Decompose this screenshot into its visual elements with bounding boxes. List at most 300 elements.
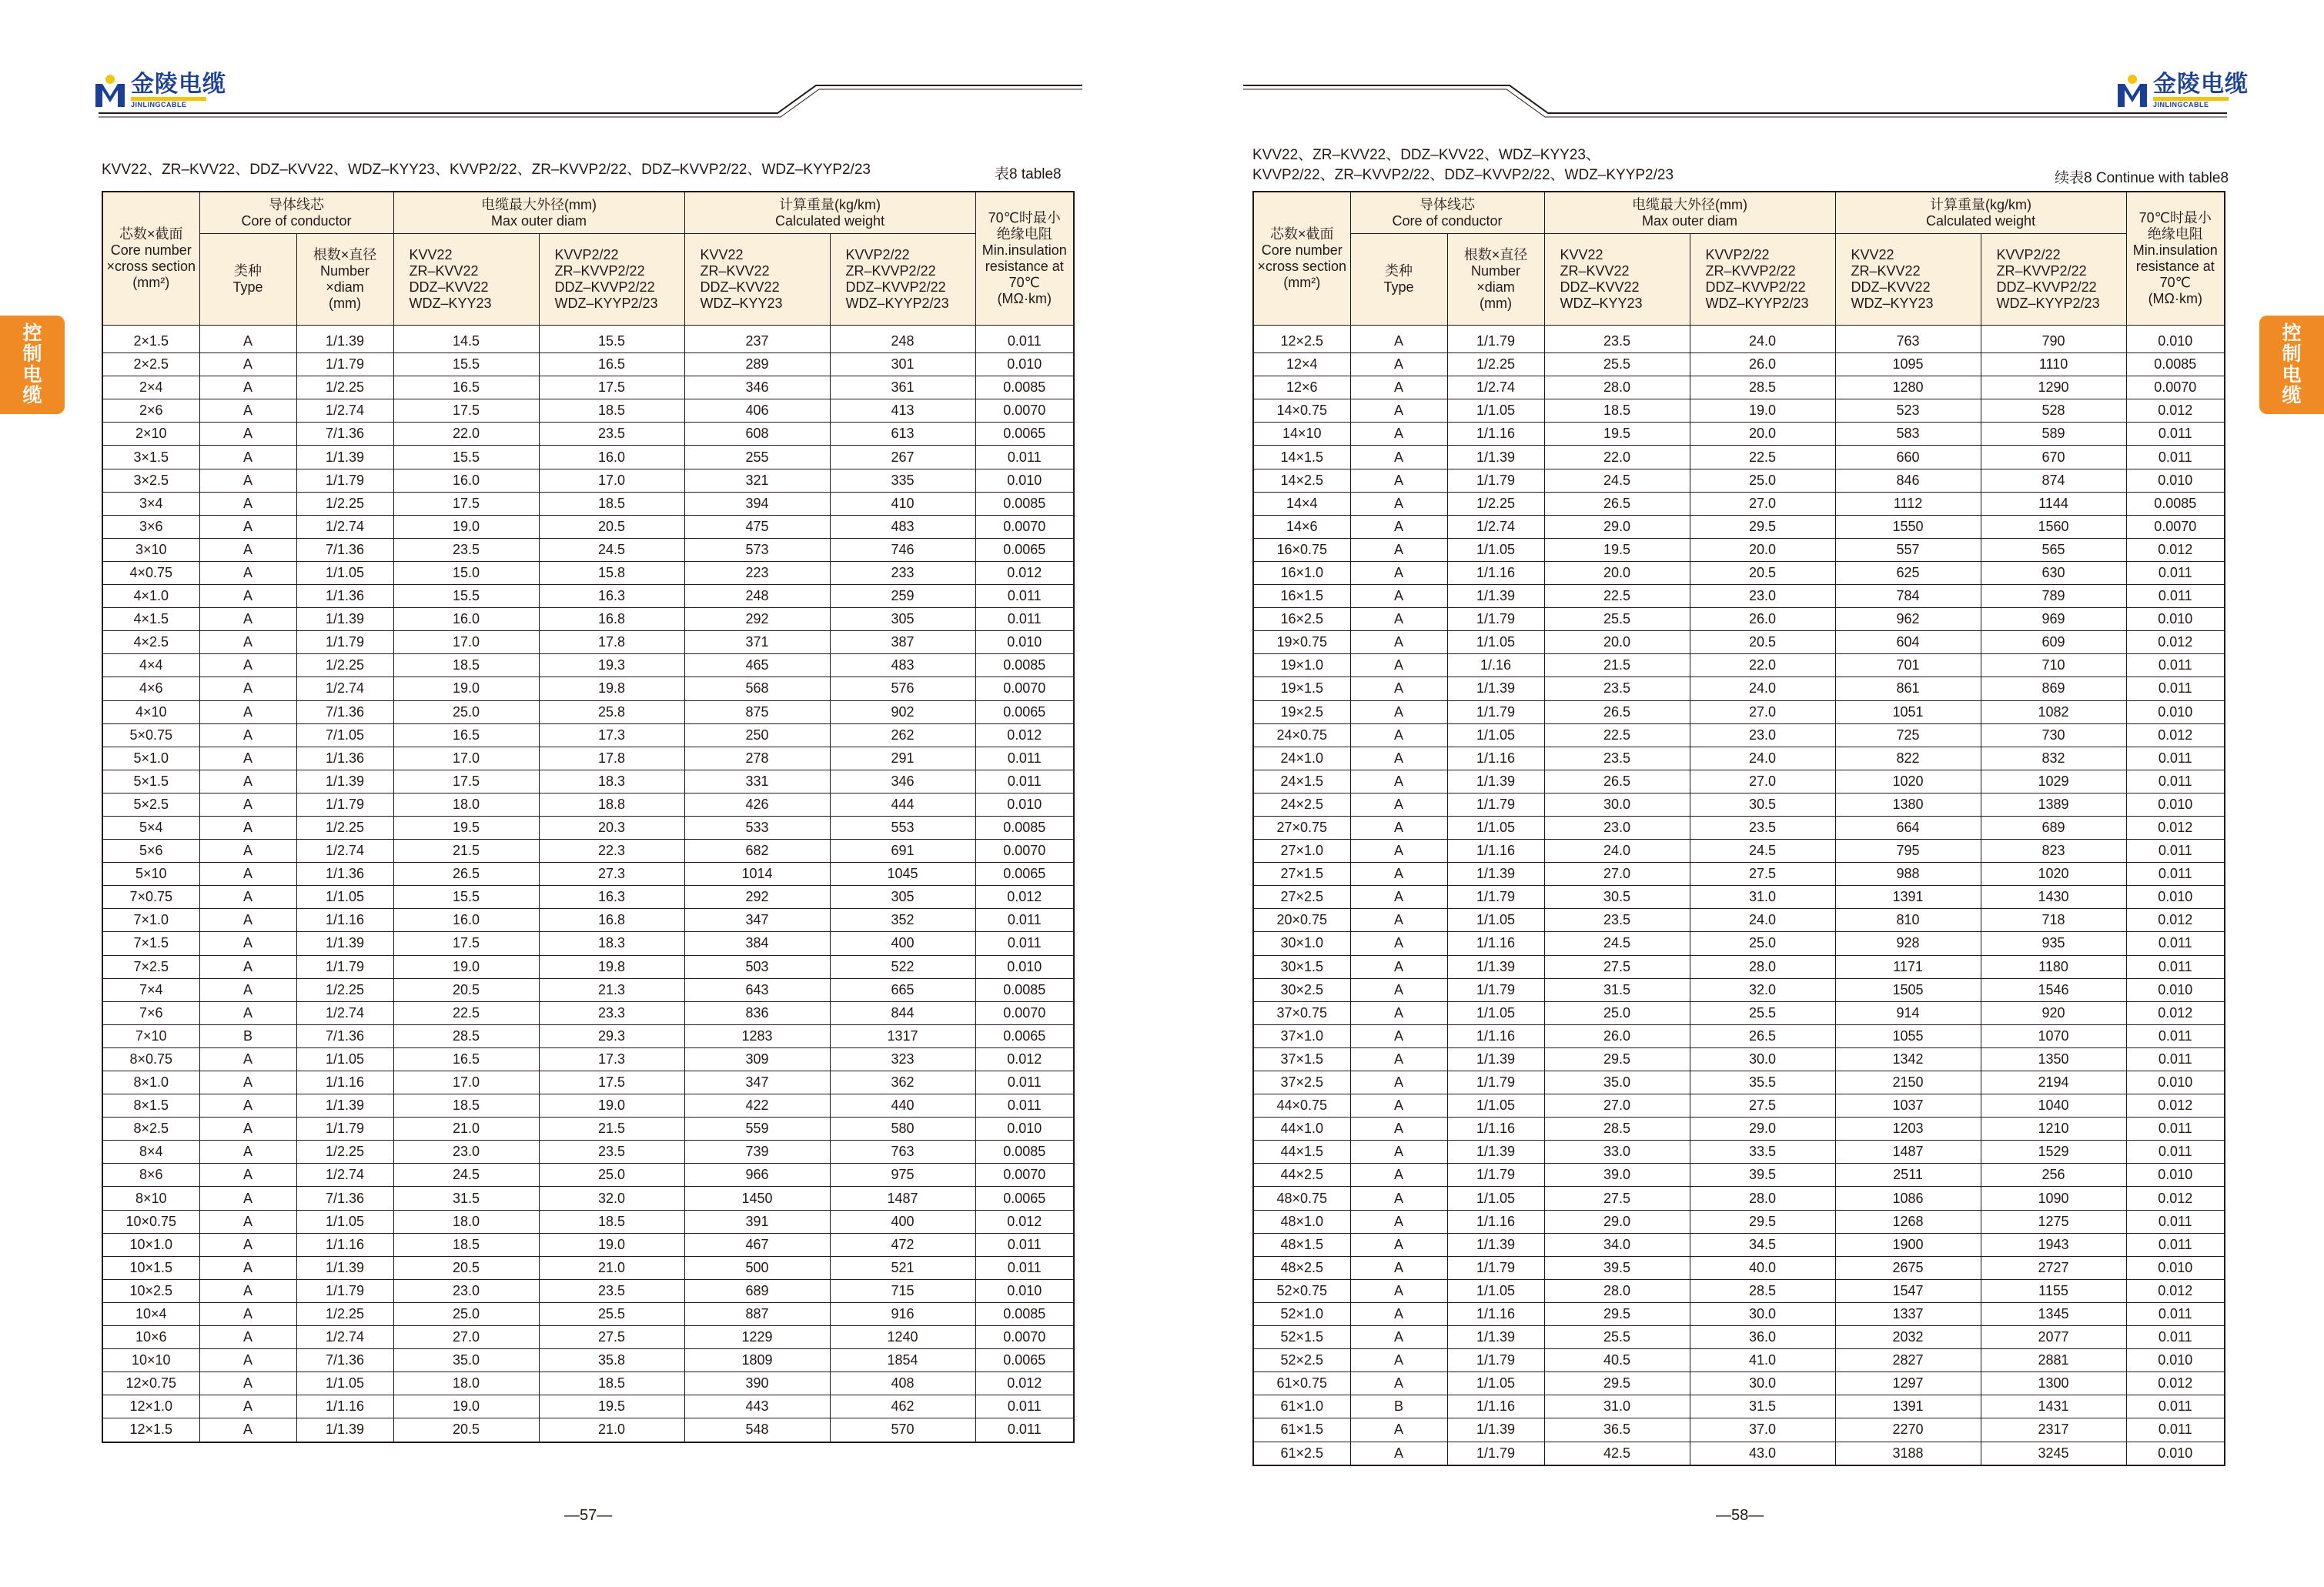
table-row [102, 1118, 1074, 1141]
cell-weight-a: 643 [684, 978, 830, 1001]
cell-weight-b: 528 [1981, 399, 2126, 423]
cell-core-size: 4×6 [102, 677, 199, 700]
cell-core-size: 7×0.75 [102, 886, 199, 909]
table-row [1253, 469, 2225, 492]
cell-core-size: 14×10 [1253, 423, 1350, 446]
cell-diam-a: 19.0 [393, 677, 539, 700]
cell-diam-b: 26.5 [1690, 1024, 1835, 1047]
cell-core-size: 48×1.0 [1253, 1210, 1350, 1233]
cell-weight-b: 1070 [1981, 1024, 2126, 1047]
cell-core-size: 10×1.5 [102, 1256, 199, 1279]
cell-weight-b: 1155 [1981, 1279, 2126, 1302]
cell-diam-b: 32.0 [539, 1187, 684, 1210]
cell-diam-b: 34.5 [1690, 1233, 1835, 1256]
cell-number-diam: 1/1.16 [1447, 1395, 1544, 1418]
cell-number-diam: 1/2.74 [296, 399, 393, 423]
cell-diam-a: 26.5 [1544, 700, 1690, 723]
cell-diam-a: 16.0 [393, 608, 539, 631]
cell-insulation: 0.0065 [975, 863, 1074, 886]
cell-weight-a: 966 [684, 1164, 830, 1187]
cell-type: A [1350, 1326, 1447, 1349]
cell-weight-b: 1144 [1981, 492, 2126, 515]
cell-type: A [1350, 1118, 1447, 1141]
table-row [1253, 1279, 2225, 1302]
cell-type: A [1350, 723, 1447, 747]
table-row [1253, 978, 2225, 1001]
cell-diam-a: 28.0 [1544, 1279, 1690, 1302]
cell-weight-b: 301 [830, 353, 975, 376]
cell-weight-a: 795 [1835, 840, 1981, 863]
cell-diam-b: 27.3 [539, 863, 684, 886]
cell-weight-b: 565 [1981, 538, 2126, 561]
cell-type: A [199, 909, 296, 932]
cell-type: A [1350, 700, 1447, 723]
cell-weight-a: 321 [684, 469, 830, 492]
header-conductor: 导体线芯 Core of conductor [1350, 192, 1544, 234]
cell-insulation: 0.0070 [975, 399, 1074, 423]
cell-type: A [1350, 1187, 1447, 1210]
cell-core-size: 7×6 [102, 1001, 199, 1024]
table-row [1253, 1001, 2225, 1024]
cell-insulation: 0.010 [2126, 1164, 2225, 1187]
cell-diam-a: 23.5 [1544, 747, 1690, 770]
cell-weight-b: 935 [1981, 932, 2126, 955]
table-row [1253, 1210, 2225, 1233]
table-row [102, 1141, 1074, 1164]
cell-weight-b: 916 [830, 1302, 975, 1325]
cell-diam-a: 35.0 [393, 1349, 539, 1372]
cell-weight-a: 725 [1835, 723, 1981, 747]
cell-insulation: 0.012 [2126, 538, 2225, 561]
cell-type: A [199, 1349, 296, 1372]
cell-type: A [1350, 1141, 1447, 1164]
cell-diam-a: 29.5 [1544, 1302, 1690, 1325]
cell-weight-b: 710 [1981, 654, 2126, 677]
cell-diam-b: 24.5 [539, 538, 684, 561]
cell-diam-a: 17.0 [393, 631, 539, 654]
cell-insulation: 0.012 [975, 561, 1074, 584]
cell-number-diam: 1/1.39 [1447, 585, 1544, 608]
cell-weight-b: 335 [830, 469, 975, 492]
cell-core-size: 10×1.0 [102, 1233, 199, 1256]
cell-diam-b: 19.8 [539, 677, 684, 700]
cell-type: A [199, 446, 296, 469]
cell-weight-b: 440 [830, 1094, 975, 1118]
cell-number-diam: 1/1.16 [1447, 561, 1544, 584]
cell-diam-a: 18.0 [393, 1210, 539, 1233]
cell-number-diam: 1/2.74 [296, 1326, 393, 1349]
cell-insulation: 0.010 [2126, 469, 2225, 492]
cell-weight-b: 1854 [830, 1349, 975, 1372]
cell-diam-b: 20.5 [539, 515, 684, 538]
cell-weight-a: 465 [684, 654, 830, 677]
table-row [1253, 353, 2225, 376]
cell-diam-a: 27.0 [1544, 863, 1690, 886]
table-row [102, 1001, 1074, 1024]
cell-weight-b: 2077 [1981, 1326, 2126, 1349]
cell-weight-b: 305 [830, 886, 975, 909]
cell-weight-b: 1110 [1981, 353, 2126, 376]
cell-number-diam: 1/1.39 [1447, 863, 1544, 886]
cell-insulation: 0.010 [2126, 700, 2225, 723]
cell-type: A [199, 654, 296, 677]
cell-diam-a: 16.5 [393, 1047, 539, 1071]
cell-type: A [1350, 585, 1447, 608]
cell-weight-a: 559 [684, 1118, 830, 1141]
cell-weight-a: 1055 [1835, 1024, 1981, 1047]
table-row [102, 677, 1074, 700]
cell-diam-a: 17.5 [393, 492, 539, 515]
table-row [1253, 1094, 2225, 1118]
cell-number-diam: 1/2.25 [296, 654, 393, 677]
cell-core-size: 24×1.5 [1253, 770, 1350, 793]
cell-number-diam: 1/2.25 [1447, 492, 1544, 515]
cell-core-size: 14×1.5 [1253, 446, 1350, 469]
cell-core-size: 44×0.75 [1253, 1094, 1350, 1118]
cell-weight-a: 928 [1835, 932, 1981, 955]
cell-diam-a: 21.5 [1544, 654, 1690, 677]
cell-core-size: 7×1.0 [102, 909, 199, 932]
table-row [1253, 677, 2225, 700]
cell-type: A [199, 1372, 296, 1395]
table-row [102, 909, 1074, 932]
cell-core-size: 52×0.75 [1253, 1279, 1350, 1302]
cell-diam-a: 19.5 [1544, 423, 1690, 446]
cell-diam-a: 17.5 [393, 770, 539, 793]
cell-diam-b: 43.0 [1690, 1442, 1835, 1465]
cell-weight-b: 410 [830, 492, 975, 515]
cell-core-size: 10×4 [102, 1302, 199, 1325]
cell-weight-a: 248 [684, 585, 830, 608]
cell-type: A [1350, 747, 1447, 770]
cell-number-diam: 1/1.39 [296, 1418, 393, 1442]
cell-insulation: 0.012 [975, 1047, 1074, 1071]
cell-core-size: 20×0.75 [1253, 909, 1350, 932]
table-title: KVV22、ZR–KVV22、DDZ–KVV22、WDZ–KYY23、KVVP2/22、ZR–KVVP2/22、DDZ–KVVP2/22、WDZ–KYYP2/23 [102, 162, 871, 178]
cell-weight-a: 1020 [1835, 770, 1981, 793]
cell-diam-a: 31.5 [1544, 978, 1690, 1001]
cell-weight-b: 1090 [1981, 1187, 2126, 1210]
cell-weight-a: 391 [684, 1210, 830, 1233]
cell-insulation: 0.010 [2126, 886, 2225, 909]
cell-weight-a: 1051 [1835, 700, 1981, 723]
cell-weight-a: 664 [1835, 816, 1981, 839]
table-row [102, 492, 1074, 515]
cell-diam-b: 19.8 [539, 955, 684, 978]
cell-diam-a: 25.5 [1544, 353, 1690, 376]
cell-weight-a: 1203 [1835, 1118, 1981, 1141]
cell-weight-a: 962 [1835, 608, 1981, 631]
cell-diam-a: 42.5 [1544, 1442, 1690, 1465]
cell-insulation: 0.010 [975, 1279, 1074, 1302]
cell-diam-b: 18.5 [539, 399, 684, 423]
header-conductor: 导体线芯 Core of conductor [199, 192, 393, 234]
cell-number-diam: 1/1.79 [1447, 886, 1544, 909]
cell-diam-a: 31.0 [1544, 1395, 1690, 1418]
cell-core-size: 8×6 [102, 1164, 199, 1187]
cell-diam-a: 23.5 [1544, 909, 1690, 932]
cell-number-diam: 1/1.79 [296, 353, 393, 376]
cell-core-size: 2×10 [102, 423, 199, 446]
cell-weight-b: 444 [830, 793, 975, 816]
cell-insulation: 0.012 [2126, 631, 2225, 654]
table-row [1253, 886, 2225, 909]
cell-weight-a: 467 [684, 1233, 830, 1256]
cell-weight-a: 988 [1835, 863, 1981, 886]
cell-number-diam: 1/1.79 [1447, 793, 1544, 816]
cell-type: A [199, 1279, 296, 1302]
cell-number-diam: 1/1.39 [296, 608, 393, 631]
table-row [1253, 955, 2225, 978]
cell-diam-b: 28.5 [1690, 1279, 1835, 1302]
cell-number-diam: 1/1.39 [1447, 955, 1544, 978]
table-row [1253, 561, 2225, 584]
cell-weight-b: 3245 [1981, 1442, 2126, 1465]
cell-diam-a: 27.0 [393, 1326, 539, 1349]
cell-number-diam: 1/1.79 [1447, 469, 1544, 492]
cell-weight-a: 1550 [1835, 515, 1981, 538]
cell-core-size: 24×0.75 [1253, 723, 1350, 747]
cell-insulation: 0.0065 [975, 1187, 1074, 1210]
cell-core-size: 2×1.5 [102, 326, 199, 353]
cell-diam-a: 20.5 [393, 978, 539, 1001]
cell-weight-a: 875 [684, 700, 830, 723]
cell-diam-b: 18.3 [539, 932, 684, 955]
cell-diam-a: 25.0 [393, 1302, 539, 1325]
cell-diam-b: 30.5 [1690, 793, 1835, 816]
table-row [102, 1047, 1074, 1071]
cell-diam-a: 35.0 [1544, 1071, 1690, 1094]
cell-insulation: 0.0070 [2126, 515, 2225, 538]
cell-diam-b: 30.0 [1690, 1302, 1835, 1325]
cell-core-size: 4×1.0 [102, 585, 199, 608]
cell-weight-b: 1529 [1981, 1141, 2126, 1164]
cell-type: A [1350, 886, 1447, 909]
table-row [102, 1233, 1074, 1256]
cell-weight-b: 609 [1981, 631, 2126, 654]
cell-core-size: 12×1.5 [102, 1418, 199, 1442]
cell-number-diam: 1/1.05 [1447, 1372, 1544, 1395]
cell-core-size: 3×1.5 [102, 446, 199, 469]
cell-number-diam: 1/1.79 [1447, 1164, 1544, 1187]
cell-weight-b: 522 [830, 955, 975, 978]
cell-insulation: 0.012 [2126, 1001, 2225, 1024]
cell-diam-a: 33.0 [1544, 1141, 1690, 1164]
cell-weight-a: 1337 [1835, 1302, 1981, 1325]
cell-diam-a: 30.5 [1544, 886, 1690, 909]
table-title-line-2: KVVP2/22、ZR–KVVP2/22、DDZ–KVVP2/22、WDZ–KYYP2/23 [1252, 167, 1674, 183]
table-row [102, 886, 1074, 909]
cell-number-diam: 7/1.36 [296, 1024, 393, 1047]
cell-insulation: 0.0070 [2126, 376, 2225, 399]
cell-diam-a: 25.5 [1544, 608, 1690, 631]
cell-number-diam: 1/2.74 [296, 1001, 393, 1024]
cell-weight-b: 291 [830, 747, 975, 770]
table-row [102, 1024, 1074, 1047]
cell-type: A [199, 1047, 296, 1071]
cell-diam-b: 17.8 [539, 747, 684, 770]
cell-insulation: 0.011 [2126, 1118, 2225, 1141]
cell-core-size: 48×1.5 [1253, 1233, 1350, 1256]
table-row [1253, 1302, 2225, 1325]
cell-number-diam: 1/2.74 [1447, 376, 1544, 399]
table-row [102, 538, 1074, 561]
brand-logo [94, 72, 226, 109]
table-title-line-1: KVV22、ZR–KVV22、DDZ–KVV22、WDZ–KYY23、 [1252, 147, 1600, 163]
cell-insulation: 0.011 [975, 326, 1074, 353]
cell-number-diam: 1/1.39 [1447, 1326, 1544, 1349]
cell-weight-a: 309 [684, 1047, 830, 1071]
cell-type: A [1350, 1071, 1447, 1094]
cell-diam-b: 41.0 [1690, 1349, 1835, 1372]
cell-insulation: 0.011 [975, 1071, 1074, 1094]
cell-insulation: 0.011 [975, 747, 1074, 770]
cell-insulation: 0.012 [975, 723, 1074, 747]
cell-core-size: 8×1.5 [102, 1094, 199, 1118]
cell-diam-a: 16.5 [393, 723, 539, 747]
cell-insulation: 0.0070 [975, 1326, 1074, 1349]
cell-diam-a: 39.5 [1544, 1256, 1690, 1279]
cell-weight-a: 1809 [684, 1349, 830, 1372]
cell-diam-b: 31.0 [1690, 886, 1835, 909]
cell-weight-b: 462 [830, 1395, 975, 1418]
cell-diam-b: 20.0 [1690, 538, 1835, 561]
table-row [1253, 816, 2225, 839]
cell-diam-b: 20.0 [1690, 423, 1835, 446]
cell-diam-b: 16.5 [539, 353, 684, 376]
cell-insulation: 0.011 [2126, 1210, 2225, 1233]
cell-diam-b: 21.3 [539, 978, 684, 1001]
cell-number-diam: 1/1.05 [296, 1372, 393, 1395]
cell-type: A [1350, 863, 1447, 886]
cell-type: A [1350, 561, 1447, 584]
cell-diam-a: 29.5 [1544, 1047, 1690, 1071]
brand-name-cn: 金陵电缆 [131, 72, 226, 97]
cell-weight-a: 2270 [1835, 1418, 1981, 1442]
cell-weight-a: 278 [684, 747, 830, 770]
cell-weight-b: 763 [830, 1141, 975, 1164]
table-row [1253, 631, 2225, 654]
cell-weight-a: 1505 [1835, 978, 1981, 1001]
cell-weight-a: 1297 [1835, 1372, 1981, 1395]
cell-number-diam: 1/1.79 [296, 631, 393, 654]
cell-number-diam: 1/1.05 [296, 886, 393, 909]
cell-type: A [1350, 654, 1447, 677]
cell-weight-a: 1037 [1835, 1094, 1981, 1118]
cell-insulation: 0.011 [975, 1094, 1074, 1118]
cell-insulation: 0.010 [2126, 1349, 2225, 1372]
cell-type: A [1350, 770, 1447, 793]
cell-number-diam: 7/1.36 [296, 423, 393, 446]
cell-diam-a: 18.5 [393, 654, 539, 677]
cell-weight-b: 1317 [830, 1024, 975, 1047]
cell-weight-b: 580 [830, 1118, 975, 1141]
cell-number-diam: 1/2.25 [296, 492, 393, 515]
cell-type: A [199, 353, 296, 376]
cell-type: A [1350, 1442, 1447, 1465]
cell-diam-b: 33.5 [1690, 1141, 1835, 1164]
cell-type: A [1350, 492, 1447, 515]
cell-type: A [199, 561, 296, 584]
header-insulation: 70℃时最小 绝缘电阻 Min.insulation resistance at 70℃ (MΩ·km) [2126, 192, 2225, 326]
cell-core-size: 16×0.75 [1253, 538, 1350, 561]
cell-type: A [199, 1187, 296, 1210]
cell-core-size: 52×1.0 [1253, 1302, 1350, 1325]
cell-diam-b: 24.0 [1690, 909, 1835, 932]
cell-type: A [1350, 955, 1447, 978]
cell-insulation: 0.012 [975, 1372, 1074, 1395]
cell-core-size: 8×1.0 [102, 1071, 199, 1094]
table-row [102, 561, 1074, 584]
cell-weight-b: 1240 [830, 1326, 975, 1349]
cell-diam-b: 30.0 [1690, 1372, 1835, 1395]
cell-weight-b: 1560 [1981, 515, 2126, 538]
cell-number-diam: 1/1.05 [1447, 538, 1544, 561]
cell-weight-a: 810 [1835, 909, 1981, 932]
cell-diam-a: 17.0 [393, 747, 539, 770]
cell-weight-a: 1086 [1835, 1187, 1981, 1210]
cell-weight-b: 715 [830, 1279, 975, 1302]
cell-weight-b: 1029 [1981, 770, 2126, 793]
cell-core-size: 37×2.5 [1253, 1071, 1350, 1094]
cell-type: A [199, 677, 296, 700]
cell-diam-b: 37.0 [1690, 1418, 1835, 1442]
cell-diam-b: 23.5 [539, 423, 684, 446]
cell-weight-b: 1020 [1981, 863, 2126, 886]
cell-type: A [1350, 1164, 1447, 1187]
table-row [1253, 326, 2225, 353]
cell-weight-a: 557 [1835, 538, 1981, 561]
table-row [1253, 770, 2225, 793]
cell-diam-b: 27.5 [1690, 1094, 1835, 1118]
cable-spec-table [102, 191, 1075, 1443]
cell-diam-a: 34.0 [1544, 1233, 1690, 1256]
cell-diam-b: 18.5 [539, 1372, 684, 1395]
cell-number-diam: 1/1.16 [1447, 1210, 1544, 1233]
cell-core-size: 14×0.75 [1253, 399, 1350, 423]
cell-weight-a: 223 [684, 561, 830, 584]
cell-weight-b: 1290 [1981, 376, 2126, 399]
cell-diam-b: 35.5 [1690, 1071, 1835, 1094]
cell-insulation: 0.012 [2126, 1187, 2225, 1210]
header-insulation: 70℃时最小 绝缘电阻 Min.insulation resistance at 70℃ (MΩ·km) [975, 192, 1074, 326]
table-row [1253, 399, 2225, 423]
cell-insulation: 0.011 [2126, 654, 2225, 677]
header-type: 类种 Type [1350, 234, 1447, 326]
table-row [102, 446, 1074, 469]
cell-core-size: 12×0.75 [102, 1372, 199, 1395]
cell-insulation: 0.012 [2126, 1279, 2225, 1302]
cell-insulation: 0.010 [975, 631, 1074, 654]
table-row [102, 1210, 1074, 1233]
cell-type: A [199, 840, 296, 863]
cell-weight-b: 259 [830, 585, 975, 608]
table-row [102, 585, 1074, 608]
cell-weight-a: 406 [684, 399, 830, 423]
cell-weight-b: 832 [1981, 747, 2126, 770]
cell-core-size: 5×0.75 [102, 723, 199, 747]
cell-type: A [1350, 399, 1447, 423]
cell-type: A [1350, 1001, 1447, 1024]
cell-type: A [199, 816, 296, 839]
cell-diam-a: 20.5 [393, 1418, 539, 1442]
cell-insulation: 0.011 [2126, 840, 2225, 863]
cell-insulation: 0.0070 [975, 677, 1074, 700]
cell-type: A [1350, 932, 1447, 955]
cell-weight-b: 1275 [1981, 1210, 2126, 1233]
cell-core-size: 24×2.5 [1253, 793, 1350, 816]
cell-number-diam: 1/1.16 [1447, 1118, 1544, 1141]
